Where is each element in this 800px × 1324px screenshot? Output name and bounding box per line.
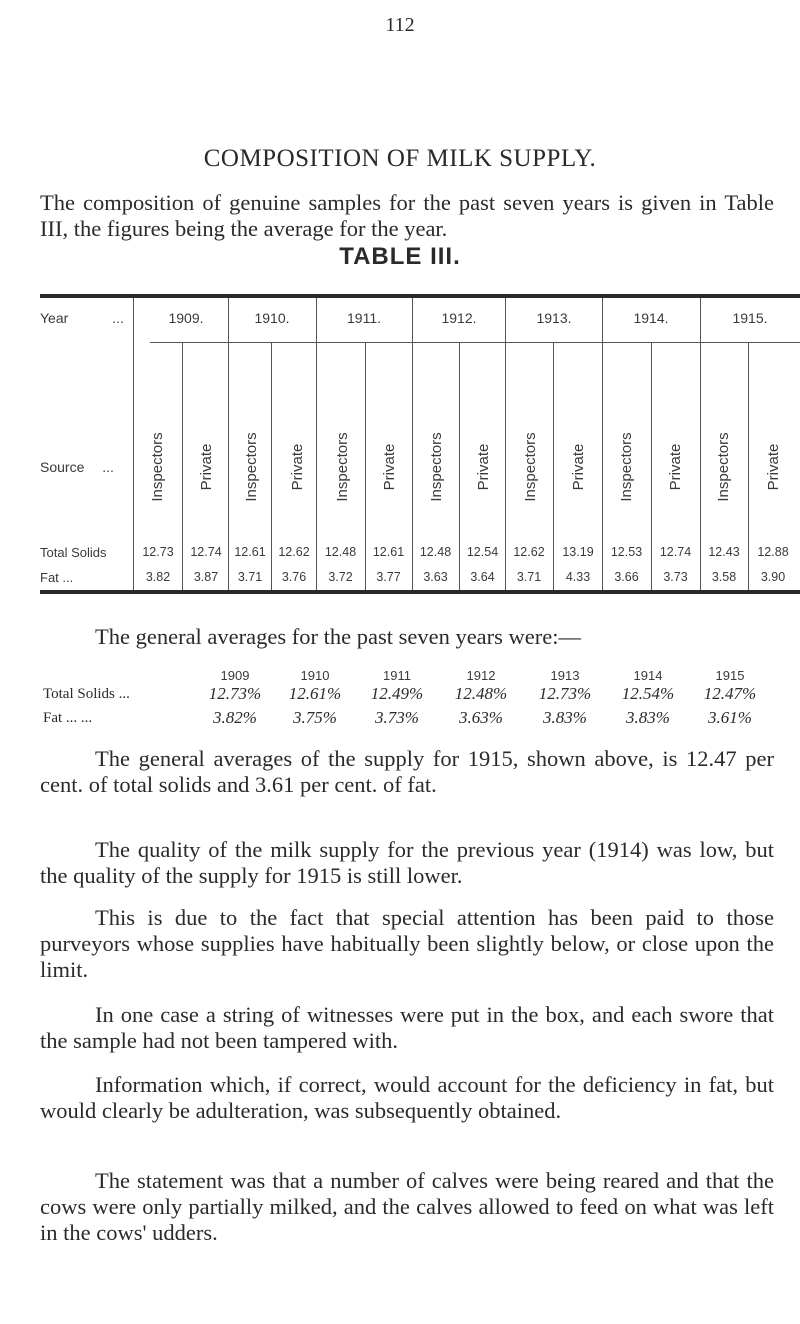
source-header: Inspectors — [243, 432, 260, 502]
row-label-total-solids: Total Solids — [40, 545, 107, 560]
table-cell: 3.73 — [663, 570, 688, 584]
table-cell: 12.43 — [708, 545, 740, 559]
table-cell: 4.33 — [565, 570, 591, 584]
table-cell: 3.82 — [145, 570, 171, 584]
general-averages-heading: The general averages for the past seven years were:— — [95, 624, 582, 649]
paragraph: The general averages of the supply for 1915, shown above, is 12.47 per cent. of total solids and 3.61 per cent. of fat. — [40, 746, 774, 797]
source-header: Private — [289, 443, 306, 491]
column-divider — [271, 342, 272, 590]
avg-value: 3.83% — [543, 708, 587, 727]
table-cell: 3.72 — [328, 570, 353, 584]
avg-value: 12.48% — [454, 684, 508, 703]
avg-value: 3.73% — [375, 708, 419, 727]
table-cell: 12.61 — [372, 545, 405, 559]
avg-value: 12.54% — [621, 684, 675, 703]
table-cell: 12.54 — [466, 545, 499, 559]
source-header: Private — [765, 443, 782, 491]
source-header: Inspectors — [149, 432, 166, 502]
table-cell: 12.48 — [419, 545, 452, 559]
source-header: Private — [198, 443, 215, 491]
paragraph: Information which, if correct, would account for the deficiency in fat, but would clearly be adulteration, was subsequently obtained. — [40, 1072, 774, 1123]
avg-value: 12.49% — [370, 684, 424, 703]
avg-year: 1913 — [550, 668, 580, 683]
paragraph: The statement was that a number of calves were being reared and that the cows were only partially milked, and the calves allowed to feed on what was left in the cows' udders. — [40, 1168, 774, 1245]
source-header: Private — [570, 443, 587, 491]
avg-value: 3.82% — [213, 708, 257, 727]
table-cell: 12.48 — [324, 545, 357, 559]
avg-year: 1912 — [466, 668, 496, 683]
year-header-1912: 1912. — [441, 310, 477, 326]
avg-value: 3.63% — [459, 708, 503, 727]
table-cell: 3.71 — [237, 570, 263, 584]
intro-paragraph: The composition of genuine samples for the past seven years is given in Table III, the figures being the average for the year. — [40, 190, 774, 241]
table-cell: 12.74 — [190, 545, 222, 559]
table-cell: 12.74 — [659, 545, 692, 559]
avg-label-total-solids: Total Solids ... — [43, 686, 130, 702]
table-cell: 3.77 — [376, 570, 401, 584]
source-header: Inspectors — [618, 432, 635, 502]
source-header: Private — [667, 443, 684, 491]
table-cell: 13.19 — [562, 545, 594, 559]
source-header: Inspectors — [522, 432, 539, 502]
table-cell: 12.73 — [142, 545, 174, 559]
source-header: Private — [475, 443, 492, 491]
year-header-1911: 1911. — [347, 310, 381, 326]
table-cell: 3.90 — [760, 570, 786, 584]
avg-year: 1909 — [220, 668, 250, 683]
year-header-1909: 1909. — [168, 310, 204, 326]
table-cell: 3.71 — [516, 570, 542, 584]
year-header-1913: 1913. — [536, 310, 572, 326]
avg-year: 1915 — [715, 668, 745, 683]
header-divider — [150, 342, 800, 343]
avg-year: 1911 — [383, 668, 411, 683]
page-number: 112 — [385, 14, 415, 36]
source-label: Source ... — [40, 459, 114, 475]
column-divider — [182, 342, 183, 590]
year-header-1915: 1915. — [732, 310, 768, 326]
year-header-1910: 1910. — [254, 310, 290, 326]
table-top-rule — [40, 294, 800, 298]
year-label: Year ... — [40, 310, 124, 326]
avg-year: 1910 — [300, 668, 330, 683]
page-title: COMPOSITION OF MILK SUPPLY. — [203, 145, 597, 172]
paragraph: In one case a string of witnesses were put in the box, and each swore that the sample had not been tampered with. — [40, 1002, 774, 1053]
avg-value: 12.61% — [288, 684, 342, 703]
avg-value: 12.47% — [703, 684, 757, 703]
column-divider — [133, 298, 134, 590]
table-cell: 3.87 — [193, 570, 219, 584]
source-header: Inspectors — [428, 432, 445, 502]
source-header: Inspectors — [334, 432, 351, 502]
table-cell: 3.58 — [711, 570, 737, 584]
avg-year: 1914 — [633, 668, 663, 683]
avg-value: 3.83% — [626, 708, 670, 727]
table-title: TABLE III. — [339, 243, 461, 270]
table-cell: 3.63 — [423, 570, 448, 584]
table-cell: 3.76 — [281, 570, 307, 584]
source-header: Inspectors — [715, 432, 732, 502]
table-cell: 12.62 — [278, 545, 310, 559]
table-cell: 12.88 — [757, 545, 789, 559]
table-cell: 12.53 — [610, 545, 643, 559]
avg-value: 12.73% — [208, 684, 262, 703]
table-cell: 3.66 — [614, 570, 639, 584]
row-label-fat: Fat ... — [40, 570, 74, 585]
table-cell: 12.61 — [234, 545, 266, 559]
paragraph: The quality of the milk supply for the previous year (1914) was low, but the quality of the supply for 1915 is still lower. — [40, 837, 774, 888]
paragraph: This is due to the fact that special attention has been paid to those purveyors whose supplies have habitually been slightly below, or close upon the limit. — [40, 905, 774, 982]
source-header: Private — [381, 443, 398, 491]
table-bottom-rule — [40, 590, 800, 594]
table-cell: 3.64 — [470, 570, 495, 584]
year-header-1914: 1914. — [633, 310, 669, 326]
avg-label-fat: Fat ... ... — [43, 710, 93, 726]
avg-value: 3.61% — [708, 708, 752, 727]
avg-value: 12.73% — [538, 684, 592, 703]
avg-value: 3.75% — [293, 708, 337, 727]
table-cell: 12.62 — [513, 545, 545, 559]
